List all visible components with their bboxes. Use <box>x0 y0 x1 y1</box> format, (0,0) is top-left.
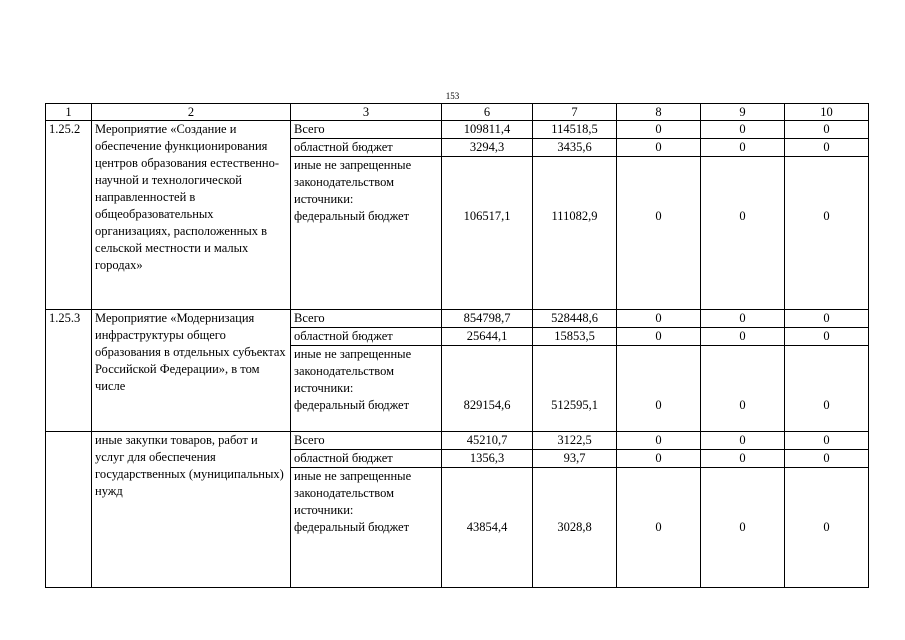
value-col7: 528448,6 <box>533 310 617 328</box>
other-sources-line: иные не запрещенные <box>294 469 412 483</box>
value-col8 <box>617 157 701 310</box>
value-col8: 0 <box>617 121 701 139</box>
other-sources-line: источники: <box>294 503 354 517</box>
federal-value: 512595,1 <box>551 398 598 412</box>
header-cell: 2 <box>92 104 291 121</box>
other-sources-line: законодательством <box>294 486 395 500</box>
header-cell: 3 <box>291 104 442 121</box>
header-cell: 8 <box>617 104 701 121</box>
header-cell: 9 <box>701 104 785 121</box>
other-sources-line: законодательством <box>294 364 395 378</box>
federal-value: 0 <box>655 209 662 223</box>
federal-value: 43854,4 <box>466 520 508 534</box>
source-label: Всего <box>291 121 442 139</box>
other-sources-cell <box>291 157 442 310</box>
value-col8: 0 <box>617 450 701 468</box>
value-col6: 45210,7 <box>442 432 533 450</box>
value-col7: 15853,5 <box>533 328 617 346</box>
value-col6: 1356,3 <box>442 450 533 468</box>
federal-label: федеральный бюджет <box>294 398 410 412</box>
value-col8: 0 <box>617 139 701 157</box>
value-col7: 114518,5 <box>533 121 617 139</box>
table-row <box>46 310 869 328</box>
value-col8: 0 <box>617 432 701 450</box>
source-label: областной бюджет <box>291 328 442 346</box>
page-number: 153 <box>445 91 460 101</box>
value-col10: 0 <box>785 328 869 346</box>
value-col9: 0 <box>701 121 785 139</box>
federal-value: 111082,9 <box>551 209 598 223</box>
value-col9: 0 <box>701 328 785 346</box>
federal-value: 0 <box>739 398 746 412</box>
header-cell: 10 <box>785 104 869 121</box>
value-col10 <box>785 157 869 310</box>
row-code: 1.25.2 <box>46 121 92 310</box>
federal-value: 829154,6 <box>463 398 511 412</box>
federal-value: 0 <box>739 209 746 223</box>
source-label: Всего <box>291 310 442 328</box>
value-col9: 0 <box>701 139 785 157</box>
value-col6: 25644,1 <box>442 328 533 346</box>
federal-value: 0 <box>739 520 746 534</box>
value-col8: 0 <box>617 328 701 346</box>
value-col7: 93,7 <box>533 450 617 468</box>
measure-name: Мероприятие «Создание и обеспечение функционирования центров образования естественно-научной и технологической направленностей в общеобразовательных организациях, расположенных в сельской местности и малых городах» <box>92 121 291 310</box>
value-col8 <box>617 468 701 588</box>
value-col9: 0 <box>701 432 785 450</box>
federal-label: федеральный бюджет <box>294 209 410 223</box>
table-row <box>46 121 869 139</box>
value-col6 <box>442 346 533 432</box>
value-col8: 0 <box>617 310 701 328</box>
federal-value: 0 <box>823 520 830 534</box>
value-col9 <box>701 346 785 432</box>
other-sources-line: источники: <box>294 192 354 206</box>
federal-value: 0 <box>823 398 830 412</box>
measure-name: Мероприятие «Модернизация инфраструктуры общего образования в отдельных субъектах Российской Федерации», в том числе <box>92 310 291 432</box>
other-sources-line: законодательством <box>294 175 395 189</box>
other-sources-line: иные не запрещенные <box>294 347 412 361</box>
value-col6: 3294,3 <box>442 139 533 157</box>
value-col9 <box>701 468 785 588</box>
value-col10: 0 <box>785 432 869 450</box>
value-col8 <box>617 346 701 432</box>
budget-table <box>45 103 869 588</box>
value-col10: 0 <box>785 139 869 157</box>
value-col7: 3435,6 <box>533 139 617 157</box>
value-col9 <box>701 157 785 310</box>
value-col6 <box>442 468 533 588</box>
federal-value: 106517,1 <box>463 209 511 223</box>
table-row <box>46 432 869 450</box>
value-col9: 0 <box>701 450 785 468</box>
federal-label: федеральный бюджет <box>294 520 410 534</box>
value-col6 <box>442 157 533 310</box>
source-label: областной бюджет <box>291 139 442 157</box>
value-col7 <box>533 157 617 310</box>
value-col10 <box>785 346 869 432</box>
value-col7 <box>533 468 617 588</box>
federal-value: 0 <box>823 209 830 223</box>
value-col7: 3122,5 <box>533 432 617 450</box>
value-col10 <box>785 468 869 588</box>
value-col10: 0 <box>785 121 869 139</box>
value-col6: 854798,7 <box>442 310 533 328</box>
measure-name: иные закупки товаров, работ и услуг для обеспечения государственных (муниципальных) нужд <box>92 432 291 588</box>
federal-value: 0 <box>655 398 662 412</box>
federal-value: 0 <box>655 520 662 534</box>
header-cell: 7 <box>533 104 617 121</box>
row-code <box>46 432 92 588</box>
source-label: Всего <box>291 432 442 450</box>
other-sources-line: источники: <box>294 381 354 395</box>
value-col10: 0 <box>785 450 869 468</box>
value-col9: 0 <box>701 310 785 328</box>
header-cell: 1 <box>46 104 92 121</box>
row-code: 1.25.3 <box>46 310 92 432</box>
value-col7 <box>533 346 617 432</box>
other-sources-line: иные не запрещенные <box>294 158 412 172</box>
value-col10: 0 <box>785 310 869 328</box>
source-label: областной бюджет <box>291 450 442 468</box>
other-sources-cell <box>291 468 442 588</box>
other-sources-cell <box>291 346 442 432</box>
header-row <box>46 104 869 121</box>
header-cell: 6 <box>442 104 533 121</box>
federal-value: 3028,8 <box>557 520 592 534</box>
value-col6: 109811,4 <box>442 121 533 139</box>
